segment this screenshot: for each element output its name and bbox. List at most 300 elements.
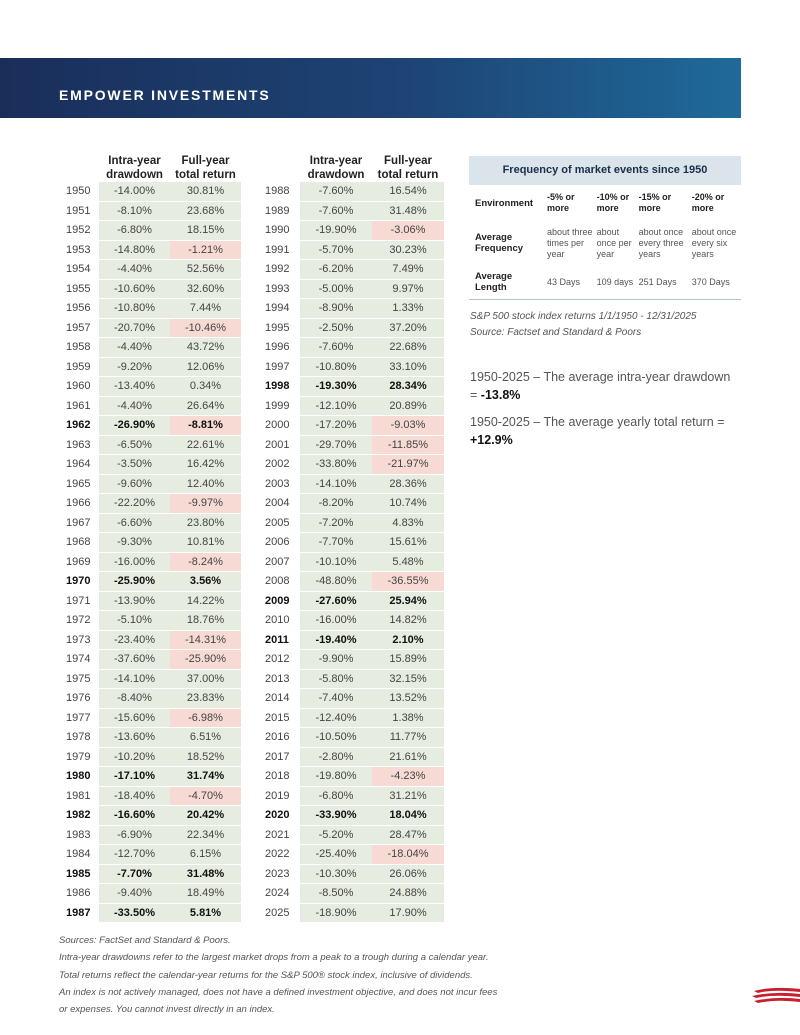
drawdown-cell: -2.80% [300, 747, 372, 767]
return-cell: 24.88% [372, 884, 444, 904]
drawdown-cell: -13.90% [99, 591, 170, 611]
year-cell: 2023 [258, 864, 300, 884]
table-row [59, 201, 241, 221]
year-cell: 1987 [59, 903, 99, 923]
table-row [59, 260, 241, 280]
year-cell: 1961 [59, 396, 99, 416]
return-cell: 23.83% [170, 689, 241, 709]
return-cell: 18.52% [170, 747, 241, 767]
year-cell: 2014 [258, 689, 300, 709]
return-cell: 10.81% [170, 533, 241, 553]
year-cell: 2006 [258, 533, 300, 553]
year-cell: 2018 [258, 767, 300, 787]
drawdown-cell: -13.40% [99, 377, 170, 397]
drawdown-cell: -5.00% [300, 279, 372, 299]
table-row [59, 182, 241, 201]
table-row [258, 513, 444, 533]
table-row [258, 864, 444, 884]
return-cell: 25.94% [372, 591, 444, 611]
stat-text: 1950-2025 – The average intra-year drawdown = [470, 370, 731, 402]
year-cell: 2011 [258, 630, 300, 650]
frequency-cell: about once every six years [691, 226, 737, 259]
drawdown-cell: -19.90% [300, 221, 372, 241]
drawdown-cell: -9.20% [99, 357, 170, 377]
year-cell: 2004 [258, 494, 300, 514]
year-cell: 1955 [59, 279, 99, 299]
drawdown-cell: -8.20% [300, 494, 372, 514]
footer-notes [59, 932, 529, 1018]
drawdown-cell: -10.80% [99, 299, 170, 319]
table-row [59, 533, 241, 553]
year-cell: 1958 [59, 338, 99, 358]
drawdown-cell: -7.20% [300, 513, 372, 533]
return-cell: 22.61% [170, 435, 241, 455]
year-cell: 1973 [59, 630, 99, 650]
table-row [258, 396, 444, 416]
table-row [59, 221, 241, 241]
footer-line: Sources: FactSet and Standard & Poors. [59, 935, 231, 946]
return-cell: 13.52% [372, 689, 444, 709]
table-row [59, 747, 241, 767]
stat-drawdown [470, 368, 740, 404]
drawdown-cell: -26.90% [99, 416, 170, 436]
table-row [59, 572, 241, 592]
return-cell: 37.20% [372, 318, 444, 338]
return-cell: 33.10% [372, 357, 444, 377]
drawdown-cell: -7.60% [300, 182, 372, 201]
table-row [258, 806, 444, 826]
table-row [59, 903, 241, 923]
table-row [59, 845, 241, 865]
frequency-title: Frequency of market events since 1950 [469, 156, 741, 185]
year-cell: 1963 [59, 435, 99, 455]
table-row [59, 474, 241, 494]
length-label: Average Length [469, 265, 546, 300]
year-cell: 1962 [59, 416, 99, 436]
year-cell: 1988 [258, 182, 300, 201]
return-cell: 26.06% [372, 864, 444, 884]
year-cell: 1979 [59, 747, 99, 767]
returns-table-left [59, 146, 241, 923]
drawdown-cell: -12.10% [300, 396, 372, 416]
drawdown-cell: -2.50% [300, 318, 372, 338]
return-cell: 23.68% [170, 201, 241, 221]
footer-line: An index is not actively managed, does not have a defined investment objective, and does not incur fees [59, 986, 498, 998]
year-cell: 1952 [59, 221, 99, 241]
drawdown-cell: -25.40% [300, 845, 372, 865]
return-cell: 31.48% [170, 864, 241, 884]
drawdown-cell: -6.50% [99, 435, 170, 455]
year-cell: 1981 [59, 786, 99, 806]
length-cell: 109 days [596, 265, 638, 300]
year-cell: 1950 [59, 182, 99, 201]
drawdown-cell: -33.90% [300, 806, 372, 826]
year-cell: 1965 [59, 474, 99, 494]
year-cell: 1983 [59, 825, 99, 845]
table-row [258, 474, 444, 494]
return-cell: -10.46% [170, 318, 241, 338]
return-cell: -18.04% [372, 845, 444, 865]
drawdown-cell: -7.60% [300, 338, 372, 358]
drawdown-cell: -5.20% [300, 825, 372, 845]
drawdown-cell: -6.80% [300, 786, 372, 806]
return-cell: 12.40% [170, 474, 241, 494]
drawdown-cell: -33.50% [99, 903, 170, 923]
return-cell: -21.97% [372, 455, 444, 475]
return-cell: 37.00% [170, 669, 241, 689]
year-cell: 1991 [258, 240, 300, 260]
drawdown-cell: -12.70% [99, 845, 170, 865]
drawdown-cell: -10.60% [99, 279, 170, 299]
drawdown-cell: -33.80% [300, 455, 372, 475]
return-cell: -36.55% [372, 572, 444, 592]
table-row [59, 240, 241, 260]
drawdown-cell: -17.10% [99, 767, 170, 787]
year-cell: 1951 [59, 201, 99, 221]
table-body-left [59, 182, 241, 923]
year-cell: 2012 [258, 650, 300, 670]
year-cell: 2017 [258, 747, 300, 767]
year-cell: 1959 [59, 357, 99, 377]
return-cell: -4.70% [170, 786, 241, 806]
frequency-cell: about three times per year [547, 226, 593, 259]
year-cell: 1994 [258, 299, 300, 319]
note-line: S&P 500 stock index returns 1/1/1950 - 12/31/2025 [470, 311, 697, 322]
drawdown-cell: -7.70% [300, 533, 372, 553]
table-row [258, 903, 444, 923]
return-cell: 23.80% [170, 513, 241, 533]
return-cell: 6.51% [170, 728, 241, 748]
table-row [258, 728, 444, 748]
table-row [258, 260, 444, 280]
drawdown-cell: -16.00% [99, 552, 170, 572]
return-cell: 1.38% [372, 708, 444, 728]
drawdown-cell: -18.90% [300, 903, 372, 923]
return-cell: 7.49% [372, 260, 444, 280]
year-cell: 1977 [59, 708, 99, 728]
return-cell: 14.82% [372, 611, 444, 631]
drawdown-cell: -8.90% [300, 299, 372, 319]
return-cell: -3.06% [372, 221, 444, 241]
year-cell: 1968 [59, 533, 99, 553]
year-cell: 1957 [59, 318, 99, 338]
drawdown-cell: -9.40% [99, 884, 170, 904]
table-row [258, 201, 444, 221]
table-row [59, 552, 241, 572]
drawdown-cell: -16.60% [99, 806, 170, 826]
table-row [258, 630, 444, 650]
table-row [258, 279, 444, 299]
return-header: Full-year total return [175, 155, 236, 181]
stat-text: 1950-2025 – The average yearly total return = [470, 415, 725, 429]
length-cell: 43 Days [546, 265, 596, 300]
return-cell: 18.15% [170, 221, 241, 241]
return-cell: -14.31% [170, 630, 241, 650]
year-cell: 1974 [59, 650, 99, 670]
year-cell: 1953 [59, 240, 99, 260]
year-cell: 2010 [258, 611, 300, 631]
return-cell: -9.97% [170, 494, 241, 514]
table-row [59, 338, 241, 358]
table-row [258, 435, 444, 455]
drawdown-cell: -23.40% [99, 630, 170, 650]
return-cell: 15.61% [372, 533, 444, 553]
table-row [59, 767, 241, 787]
year-cell: 1995 [258, 318, 300, 338]
return-cell: -4.23% [372, 767, 444, 787]
drawdown-cell: -19.40% [300, 630, 372, 650]
year-cell: 1980 [59, 767, 99, 787]
drawdown-cell: -12.40% [300, 708, 372, 728]
year-cell: 1982 [59, 806, 99, 826]
table-row [59, 513, 241, 533]
drawdown-cell: -8.50% [300, 884, 372, 904]
drawdown-cell: -9.60% [99, 474, 170, 494]
year-cell: 2000 [258, 416, 300, 436]
returns-table-right [258, 146, 444, 923]
drawdown-cell: -10.10% [300, 552, 372, 572]
table-row [258, 494, 444, 514]
drawdown-cell: -3.50% [99, 455, 170, 475]
drawdown-cell: -4.40% [99, 260, 170, 280]
drawdown-cell: -14.10% [300, 474, 372, 494]
return-cell: 18.04% [372, 806, 444, 826]
drawdown-cell: -4.40% [99, 396, 170, 416]
table-row [258, 650, 444, 670]
drawdown-header: Intra-year drawdown [307, 155, 365, 181]
table-row [258, 786, 444, 806]
return-cell: 16.42% [170, 455, 241, 475]
table-row [59, 318, 241, 338]
table-row [258, 455, 444, 475]
table-row [258, 221, 444, 241]
table-row [258, 825, 444, 845]
footer-line: or expenses. You cannot invest directly in an index. [59, 1004, 275, 1016]
return-cell: 32.60% [170, 279, 241, 299]
length-cell: 370 Days [691, 265, 741, 300]
drawdown-cell: -10.20% [99, 747, 170, 767]
drawdown-cell: -5.10% [99, 611, 170, 631]
table-row [59, 728, 241, 748]
return-header: Full-year total return [377, 155, 439, 181]
year-cell: 1966 [59, 494, 99, 514]
frequency-cell: about once per year [596, 226, 632, 259]
return-cell: 5.81% [170, 903, 241, 923]
table-row [258, 669, 444, 689]
table-row [59, 669, 241, 689]
drawdown-header: Intra-year drawdown [106, 155, 163, 181]
return-cell: 31.21% [372, 786, 444, 806]
table-row [258, 377, 444, 397]
table-row [258, 318, 444, 338]
drawdown-cell: -22.20% [99, 494, 170, 514]
return-cell: 4.83% [372, 513, 444, 533]
return-cell: 18.49% [170, 884, 241, 904]
note-line: Source: Factset and Standard & Poors [470, 327, 642, 338]
return-cell: 22.34% [170, 825, 241, 845]
return-cell: 20.42% [170, 806, 241, 826]
return-cell: 26.64% [170, 396, 241, 416]
table-row [258, 884, 444, 904]
return-cell: 10.74% [372, 494, 444, 514]
drawdown-cell: -13.60% [99, 728, 170, 748]
env-col-10: -10% or more [596, 192, 630, 213]
year-cell: 2001 [258, 435, 300, 455]
drawdown-cell: -48.80% [300, 572, 372, 592]
drawdown-cell: -6.20% [300, 260, 372, 280]
year-cell: 1997 [258, 357, 300, 377]
table-row [258, 240, 444, 260]
return-cell: 0.34% [170, 377, 241, 397]
table-row [59, 689, 241, 709]
drawdown-cell: -10.80% [300, 357, 372, 377]
return-cell: 52.56% [170, 260, 241, 280]
drawdown-cell: -17.20% [300, 416, 372, 436]
table-row [59, 279, 241, 299]
year-cell: 1996 [258, 338, 300, 358]
return-cell: 3.56% [170, 572, 241, 592]
return-cell: 16.54% [372, 182, 444, 201]
drawdown-cell: -6.90% [99, 825, 170, 845]
year-cell: 2021 [258, 825, 300, 845]
drawdown-cell: -14.80% [99, 240, 170, 260]
year-cell: 1971 [59, 591, 99, 611]
table-row [258, 416, 444, 436]
year-cell: 2020 [258, 806, 300, 826]
return-cell: 31.48% [372, 201, 444, 221]
return-cell: 2.10% [372, 630, 444, 650]
table-row [59, 864, 241, 884]
table-row [258, 747, 444, 767]
year-cell: 2009 [258, 591, 300, 611]
length-cell: 251 Days [638, 265, 691, 300]
drawdown-cell: -7.40% [300, 689, 372, 709]
year-cell: 2013 [258, 669, 300, 689]
table-row [59, 884, 241, 904]
return-cell: 18.76% [170, 611, 241, 631]
table-row [59, 396, 241, 416]
table-row [59, 630, 241, 650]
year-cell: 2024 [258, 884, 300, 904]
year-cell: 2025 [258, 903, 300, 923]
table-row [59, 650, 241, 670]
year-cell: 2005 [258, 513, 300, 533]
year-cell: 1990 [258, 221, 300, 241]
flag-logo-icon [752, 985, 800, 1005]
drawdown-cell: -15.60% [99, 708, 170, 728]
year-cell: 2008 [258, 572, 300, 592]
table-row [59, 416, 241, 436]
frequency-table [469, 156, 741, 300]
table-row [59, 708, 241, 728]
table-row [258, 533, 444, 553]
drawdown-cell: -20.70% [99, 318, 170, 338]
year-cell: 1975 [59, 669, 99, 689]
stat-value: -13.8% [480, 388, 521, 402]
drawdown-cell: -8.10% [99, 201, 170, 221]
year-cell: 1992 [258, 260, 300, 280]
year-cell: 1986 [59, 884, 99, 904]
return-cell: -9.03% [372, 416, 444, 436]
drawdown-cell: -5.70% [300, 240, 372, 260]
drawdown-cell: -4.40% [99, 338, 170, 358]
return-cell: -25.90% [170, 650, 241, 670]
return-cell: 30.81% [170, 182, 241, 201]
return-cell: 31.74% [170, 767, 241, 787]
return-cell: 32.15% [372, 669, 444, 689]
table-row [258, 182, 444, 201]
table-row [258, 357, 444, 377]
table-row [258, 338, 444, 358]
year-cell: 2015 [258, 708, 300, 728]
table-row [258, 708, 444, 728]
env-col-15: -15% or more [638, 192, 672, 213]
year-cell: 2019 [258, 786, 300, 806]
year-cell: 1998 [258, 377, 300, 397]
env-col-5: -5% or more [547, 192, 575, 213]
table-row [59, 377, 241, 397]
drawdown-cell: -16.00% [300, 611, 372, 631]
table-row [258, 767, 444, 787]
return-cell: 21.61% [372, 747, 444, 767]
year-cell: 1964 [59, 455, 99, 475]
year-cell: 1985 [59, 864, 99, 884]
drawdown-cell: -29.70% [300, 435, 372, 455]
year-cell: 1978 [59, 728, 99, 748]
table-row [258, 591, 444, 611]
year-cell: 2002 [258, 455, 300, 475]
drawdown-cell: -25.90% [99, 572, 170, 592]
table-row [59, 494, 241, 514]
table-row [258, 552, 444, 572]
table-row [59, 455, 241, 475]
year-cell: 1993 [258, 279, 300, 299]
return-cell: 17.90% [372, 903, 444, 923]
return-cell: 5.48% [372, 552, 444, 572]
return-cell: 30.23% [372, 240, 444, 260]
drawdown-cell: -8.40% [99, 689, 170, 709]
year-cell: 1954 [59, 260, 99, 280]
frequency-label: Average Frequency [475, 232, 524, 254]
year-cell: 1984 [59, 845, 99, 865]
footer-line: Total returns reflect the calendar-year returns for the S&P 500® stock index, inclusive of dividends. [59, 969, 473, 981]
year-cell: 2007 [258, 552, 300, 572]
table-row [59, 611, 241, 631]
year-cell: 1976 [59, 689, 99, 709]
table-row [59, 435, 241, 455]
drawdown-cell: -19.30% [300, 377, 372, 397]
table-row [258, 689, 444, 709]
return-cell: 11.77% [372, 728, 444, 748]
drawdown-cell: -14.00% [99, 182, 170, 201]
return-cell: -8.24% [170, 552, 241, 572]
return-cell: -1.21% [170, 240, 241, 260]
return-cell: 9.97% [372, 279, 444, 299]
drawdown-cell: -6.80% [99, 221, 170, 241]
return-cell: 20.89% [372, 396, 444, 416]
return-cell: 28.36% [372, 474, 444, 494]
year-cell: 2003 [258, 474, 300, 494]
frequency-cell: about once every three years [638, 226, 684, 259]
drawdown-cell: -9.30% [99, 533, 170, 553]
frequency-note [470, 309, 696, 341]
env-col-20: -20% or more [691, 192, 725, 213]
return-cell: -11.85% [372, 435, 444, 455]
drawdown-cell: -6.60% [99, 513, 170, 533]
return-cell: -6.98% [170, 708, 241, 728]
table-row [258, 299, 444, 319]
year-cell: 1967 [59, 513, 99, 533]
